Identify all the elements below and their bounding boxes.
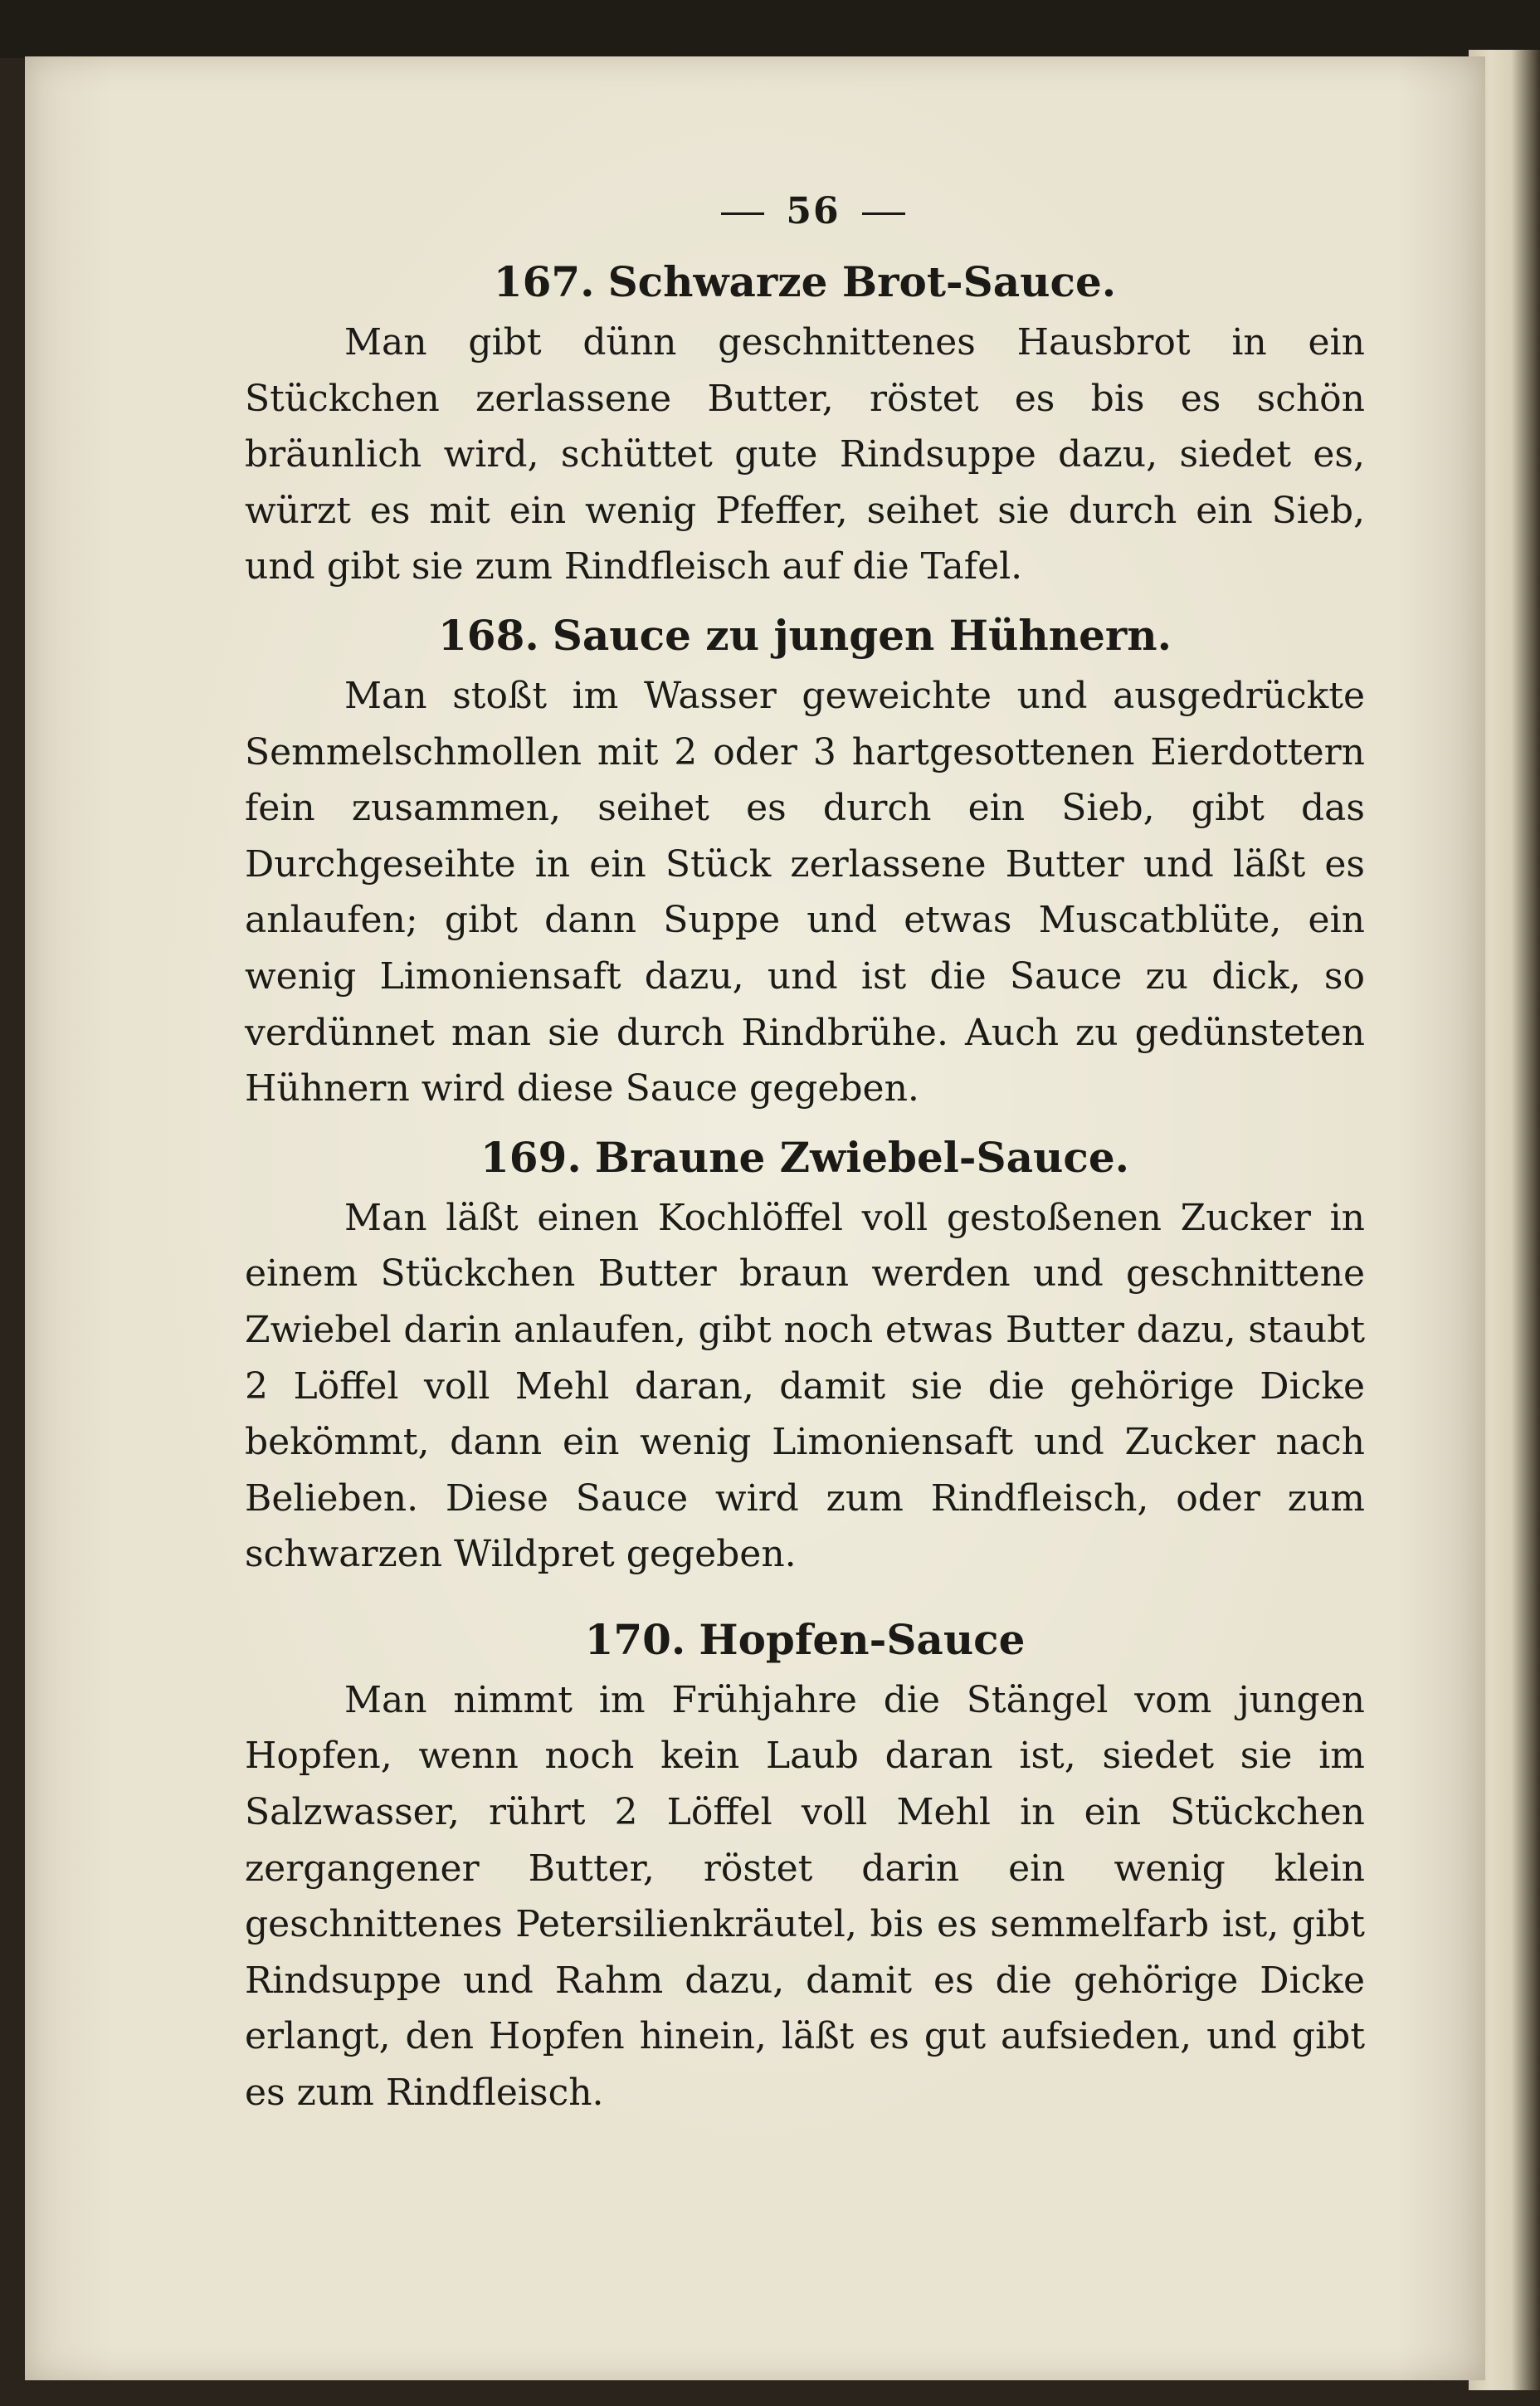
recipe-text: Man stoßt im Wasser geweichte und ausgedrückte Semmelschmollen mit 2 oder 3 hartgesottenen Eierdottern fein zusammen, seihet es durch ein Sieb, gibt das Durchgeseihte in ein Stück zerlassene Butter und läßt es anlaufen; gibt dann Suppe und etwas Muscatblüte, ein wenig Limoniensaft dazu, und ist die Sauce zu dick, so verdünnet man sie durch Rindbrühe. Auch zu gedünsteten Hühnern wird diese Sauce gegeben. <box>245 674 1365 1110</box>
recipe-number: 169. <box>480 1132 582 1182</box>
recipe-text: Man nimmt im Frühjahre die Stängel vom jungen Hopfen, wenn noch kein Laub daran ist, siedet sie im Salzwasser, rührt 2 Löffel voll Mehl in ein Stückchen zergangener Butter, röstet darin ein wenig klein geschnittenes Petersilienkräutel, bis es semmelfarb ist, gibt Rindsuppe und Rahm dazu, damit es die gehörige Dicke erlangt, den Hopfen hinein, läßt es gut aufsieden, und gibt es zum Rindfleisch. <box>245 1678 1365 2115</box>
recipe-heading <box>245 250 1365 315</box>
recipe-title: Hopfen-Sauce <box>699 1614 1026 1664</box>
recipe-heading <box>245 1125 1365 1190</box>
scan-background <box>0 0 1540 58</box>
recipe-text-block <box>245 1190 1365 1583</box>
recipe-title: Braune Zwiebel-Sauce. <box>594 1132 1130 1182</box>
recipe-169 <box>245 1125 1365 1583</box>
left-dash <box>721 212 764 215</box>
recipe-title: Sauce zu jungen Hühnern. <box>552 610 1172 660</box>
recipe-167 <box>245 250 1365 595</box>
page-number-header <box>261 178 1365 245</box>
recipe-text: Man gibt dünn geschnittenes Hausbrot in ein Stückchen zerlassene Butter, röstet es bis es schön bräunlich wird, schüttet gute Rindsuppe dazu, siedet es, würzt es mit ein wenig Pfeffer, seihet sie durch ein Sieb, und gibt sie zum Rindfleisch auf die Tafel. <box>245 321 1365 588</box>
recipe-170 <box>245 1608 1365 2121</box>
recipe-title: Schwarze Brot-Sauce. <box>607 257 1117 306</box>
right-dash <box>862 212 905 215</box>
recipe-heading <box>245 603 1365 668</box>
recipe-text-block <box>245 1672 1365 2121</box>
recipe-text-block <box>245 315 1365 595</box>
page-number: 56 <box>786 190 841 232</box>
recipe-heading <box>245 1608 1365 1672</box>
recipe-text: Man läßt einen Kochlöffel voll gestoßenen Zucker in einem Stückchen Butter braun werden und geschnittene Zwiebel darin anlaufen, gibt noch etwas Butter dazu, staubt 2 Löffel voll Mehl daran, damit sie die gehörige Dicke bekömmt, dann ein wenig Limoniensaft und Zucker nach Belieben. Diese Sauce wird zum Rindfleisch, oder zum schwarzen Wildpret gegeben. <box>245 1196 1365 1576</box>
recipe-text-block <box>245 668 1365 1117</box>
recipe-number: 170. <box>584 1614 686 1664</box>
recipe-number: 168. <box>438 610 539 660</box>
page-content <box>245 178 1365 2121</box>
recipe-168 <box>245 603 1365 1117</box>
recipe-number: 167. <box>493 257 595 306</box>
